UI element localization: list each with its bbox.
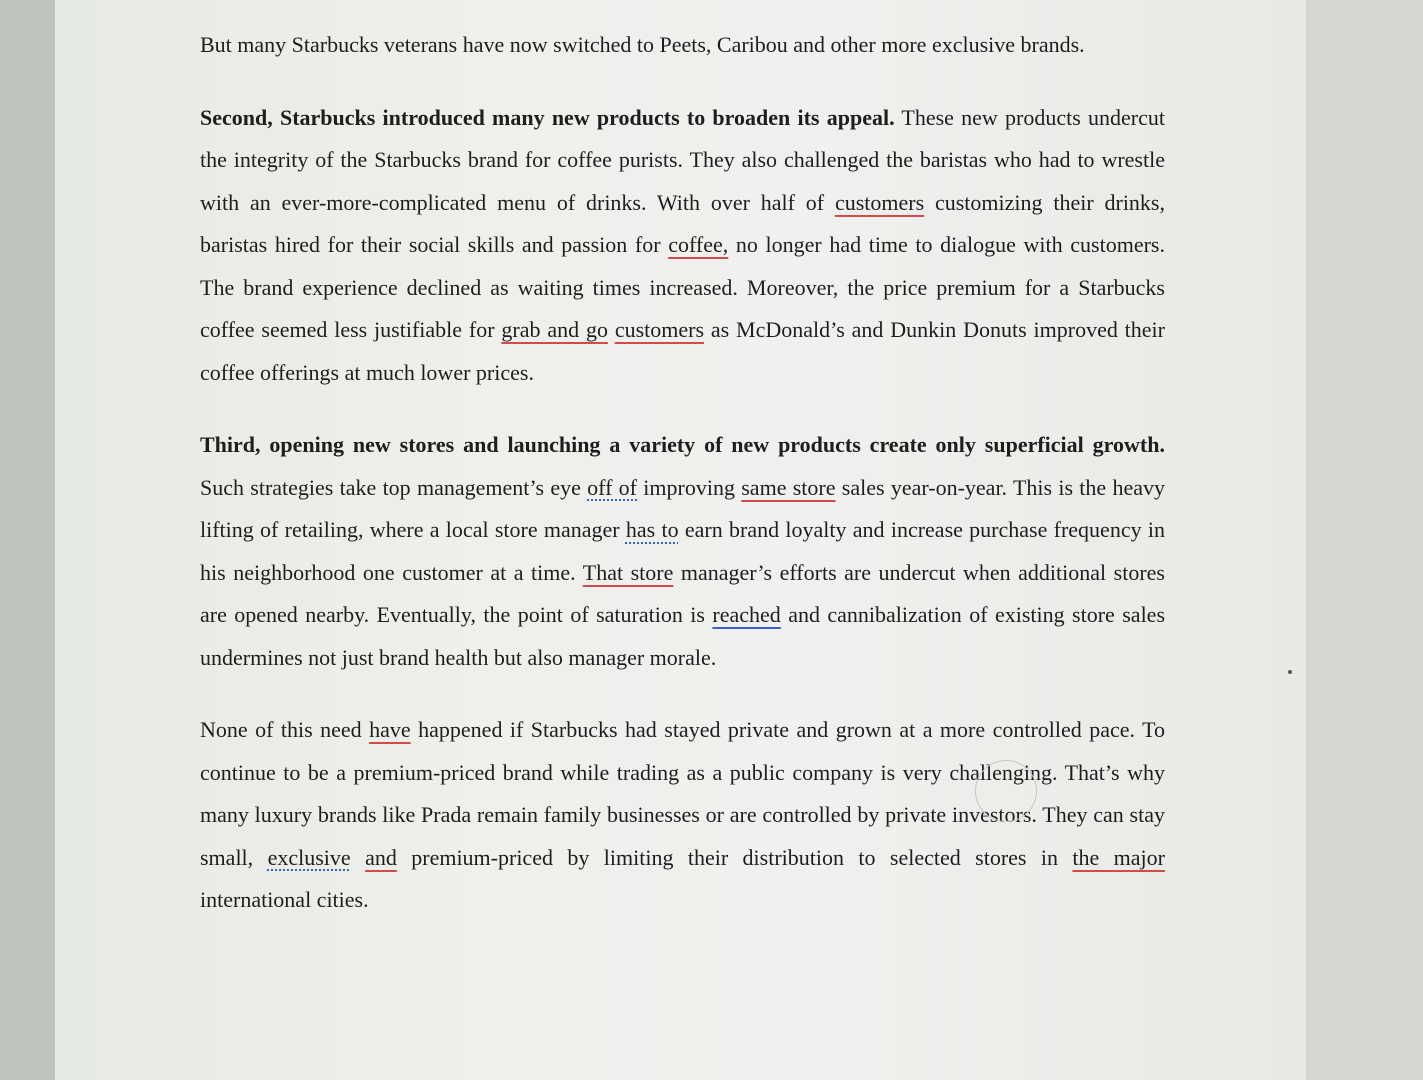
paragraph-4-text: international cities. xyxy=(200,887,369,912)
paragraph-1[interactable] xyxy=(200,24,1165,67)
paragraph-4-text: None of this need xyxy=(200,717,370,742)
paragraph-2-heading: Second, Starbucks introduced many new products to broaden its appeal. xyxy=(200,104,895,130)
spelling-flag-have[interactable]: have xyxy=(369,717,411,742)
paragraph-3-text: earn brand loyalty and increase purchase frequency in his neighborhood one customer at a time. xyxy=(200,517,1165,585)
spelling-flag-coffee[interactable]: coffee, xyxy=(668,232,729,257)
paragraph-3-text: improving xyxy=(637,474,742,500)
paragraph-2-text: no longer had time to dialogue with customers. The brand experience declined as waiting times increased. Moreover, the price premium for a Starbucks coffee seemed less justifiable for xyxy=(200,232,1165,342)
grammar-flag-has-to[interactable]: has to xyxy=(625,517,679,542)
paragraph-2-text: customizing their drinks, baristas hired for their social skills and passion for xyxy=(200,189,1165,257)
paragraph-2-text: as McDonald’s and Dunkin Donuts improved their coffee offerings at much lower prices. xyxy=(200,317,1165,385)
paragraph-3-text: Such strategies take top management’s eye xyxy=(200,474,588,500)
document-page[interactable] xyxy=(55,0,1306,1080)
stray-dot xyxy=(1288,670,1292,674)
paragraph-3-heading: Third, opening new stores and launching a variety of new products create only superficial growth. xyxy=(200,432,1165,457)
spelling-flag-same-store[interactable]: same store xyxy=(741,474,836,500)
grammar-flag-reached[interactable]: reached xyxy=(712,602,781,627)
right-margin xyxy=(1306,0,1423,1080)
grammar-flag-off-of[interactable]: off of xyxy=(587,474,638,500)
paragraph-4-text xyxy=(351,845,365,870)
left-margin xyxy=(0,0,55,1080)
paragraph-2[interactable] xyxy=(200,97,1165,395)
spelling-flag-and[interactable]: and xyxy=(365,844,397,870)
paragraph-4-text: happened if Starbucks had stayed private and grown at a more controlled pace. To continue to be a premium-priced brand while trading as a public company is very challenging. That’s why many luxury brands like Prada remain family businesses or are controlled by private investors. They can stay small, xyxy=(200,717,1166,870)
paragraph-4-text: premium-priced by limiting their distribution to selected stores in xyxy=(396,844,1073,870)
paragraph-2-text xyxy=(608,317,615,342)
spelling-flag-customers-2[interactable]: customers xyxy=(614,317,705,342)
spelling-flag-the-major[interactable]: the major xyxy=(1072,844,1165,870)
paragraph-1-text: But many Starbucks veterans have now switched to Peets, Caribou and other more exclusive brands. xyxy=(200,32,1085,57)
spelling-flag-that-store[interactable]: That store xyxy=(582,559,674,585)
grammar-flag-exclusive[interactable]: exclusive xyxy=(267,844,351,870)
paragraph-3[interactable] xyxy=(200,424,1165,679)
spelling-flag-grab-and-go[interactable]: grab and go xyxy=(501,317,608,342)
paragraph-2-text: These new products undercut the integrity of the Starbucks brand for coffee purists. They also challenged the baristas who had to wrestle with an ever-more-complicated menu of drinks. With over half of xyxy=(200,104,1165,215)
spelling-flag-customers[interactable]: customers xyxy=(834,189,925,215)
cursor-ring xyxy=(975,760,1037,822)
paragraph-3-text: sales year-on-year. This is the heavy lifting of retailing, where a local store manager xyxy=(200,474,1165,542)
paragraph-3-text: and cannibalization of existing store sales undermines not just brand health but also manager morale. xyxy=(200,602,1166,670)
paragraph-3-text: manager’s efforts are undercut when additional stores are opened nearby. Eventually, the point of saturation is xyxy=(200,559,1165,627)
